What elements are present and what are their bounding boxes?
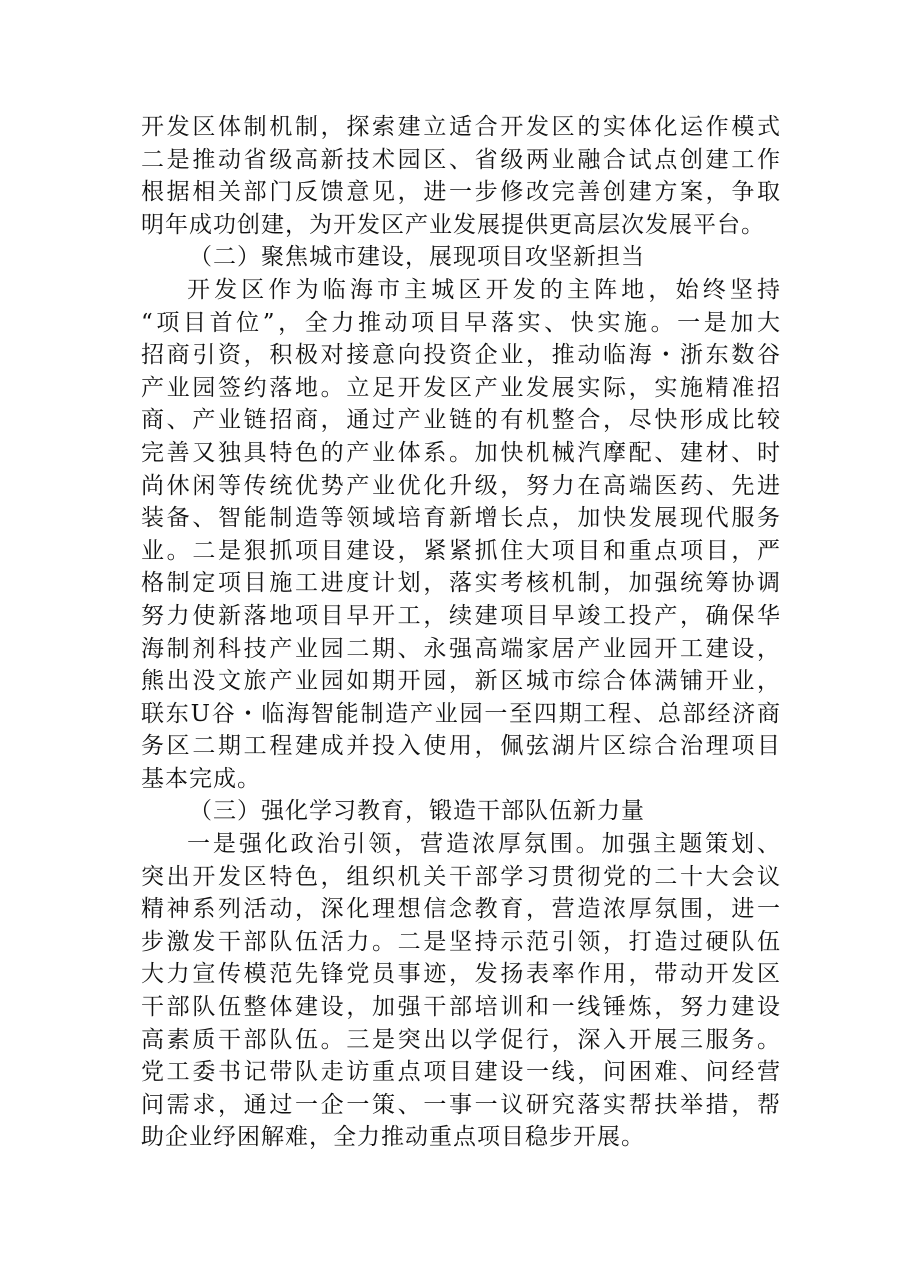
text-line: 完善又独具特色的产业体系。加快机械汽摩配、建材、时	[141, 439, 781, 466]
paragraph-system-mechanism	[141, 111, 781, 241]
text-line: 产业园签约落地。立足开发区产业发展实际，实施精准招	[141, 374, 781, 401]
text-line: 尚休闲等传统优势产业优化升级，努力在高端医药、先进	[141, 472, 781, 499]
text-line: 格制定项目施工进度计划，落实考核机制，加强统筹协调	[141, 570, 781, 597]
text-line: 助企业纾困解难，全力推动重点项目稳步开展。	[141, 1124, 645, 1151]
text-line: 业。二是狠抓项目建设，紧紧抓住大项目和重点项目，严	[141, 537, 781, 564]
text-line: “项目首位”，全力推动项目早落实、快实施。一是加大	[141, 309, 781, 336]
text-line: 开发区作为临海市主城区开发的主阵地，始终坚持	[187, 276, 781, 303]
text-line: 二是推动省级高新技术园区、省级两业融合试点创建工作	[141, 146, 781, 173]
text-line: 一是强化政治引领，营造浓厚氛围。加强主题策划、	[187, 831, 781, 858]
text-line: 熊出没文旅产业园如期开园，新区城市综合体满铺开业，	[141, 668, 781, 695]
text-line: 明年成功创建，为开发区产业发展提供更高层次发展平台。	[141, 211, 765, 238]
text-line: 步激发干部队伍活力。二是坚持示范引领，打造过硬队伍	[141, 928, 781, 955]
text-line: 干部队伍整体建设，加强干部培训和一线锤炼，努力建设	[141, 994, 781, 1021]
text-line: 装备、智能制造等领域培育新增长点，加快发展现代服务	[141, 505, 781, 532]
text-line: 高素质干部队伍。三是突出以学促行，深入开展三服务。	[141, 1026, 781, 1053]
text-line: 大力宣传模范先锋党员事迹，发扬表率作用，带动开发区	[141, 961, 781, 988]
text-line: 商、产业链招商，通过产业链的有机整合，尽快形成比较	[141, 407, 781, 434]
text-line: 根据相关部门反馈意见，进一步修改完善创建方案，争取	[141, 179, 781, 206]
section-heading-urban-construction: （二）聚焦城市建设，展现项目攻坚新担当	[189, 244, 645, 271]
text-line: 精神系列活动，深化理想信念教育，营造浓厚氛围，进一	[141, 896, 781, 923]
text-line: 开发区体制机制，探索建立适合开发区的实体化运作模式	[141, 114, 781, 140]
paragraph-cadre-team	[141, 828, 781, 1154]
text-line: 务区二期工程建成并投入使用，佩弦湖片区综合治理项目	[141, 733, 781, 760]
text-line: 党工委书记带队走访重点项目建设一线，问困难、问经营	[141, 1059, 781, 1086]
text-line: 努力使新落地项目早开工，续建项目早竣工投产，确保华	[141, 602, 781, 629]
document-body	[141, 111, 781, 1154]
section-heading-learning-education: （三）强化学习教育，锻造干部队伍新力量	[189, 798, 645, 825]
text-line: 突出开发区特色，组织机关干部学习贯彻党的二十大会议	[141, 863, 781, 890]
text-line: 基本完成。	[141, 765, 261, 792]
text-line: 招商引资，积极对接意向投资企业，推动临海・浙东数谷	[141, 342, 781, 369]
text-line: 海制剂科技产业园二期、永强高端家居产业园开工建设，	[141, 635, 781, 662]
text-line: 联东U谷・临海智能制造产业园一至四期工程、总部经济商	[141, 700, 781, 727]
paragraph-project-construction	[141, 274, 781, 796]
text-line: 问需求，通过一企一策、一事一议研究落实帮扶举措，帮	[141, 1091, 781, 1118]
